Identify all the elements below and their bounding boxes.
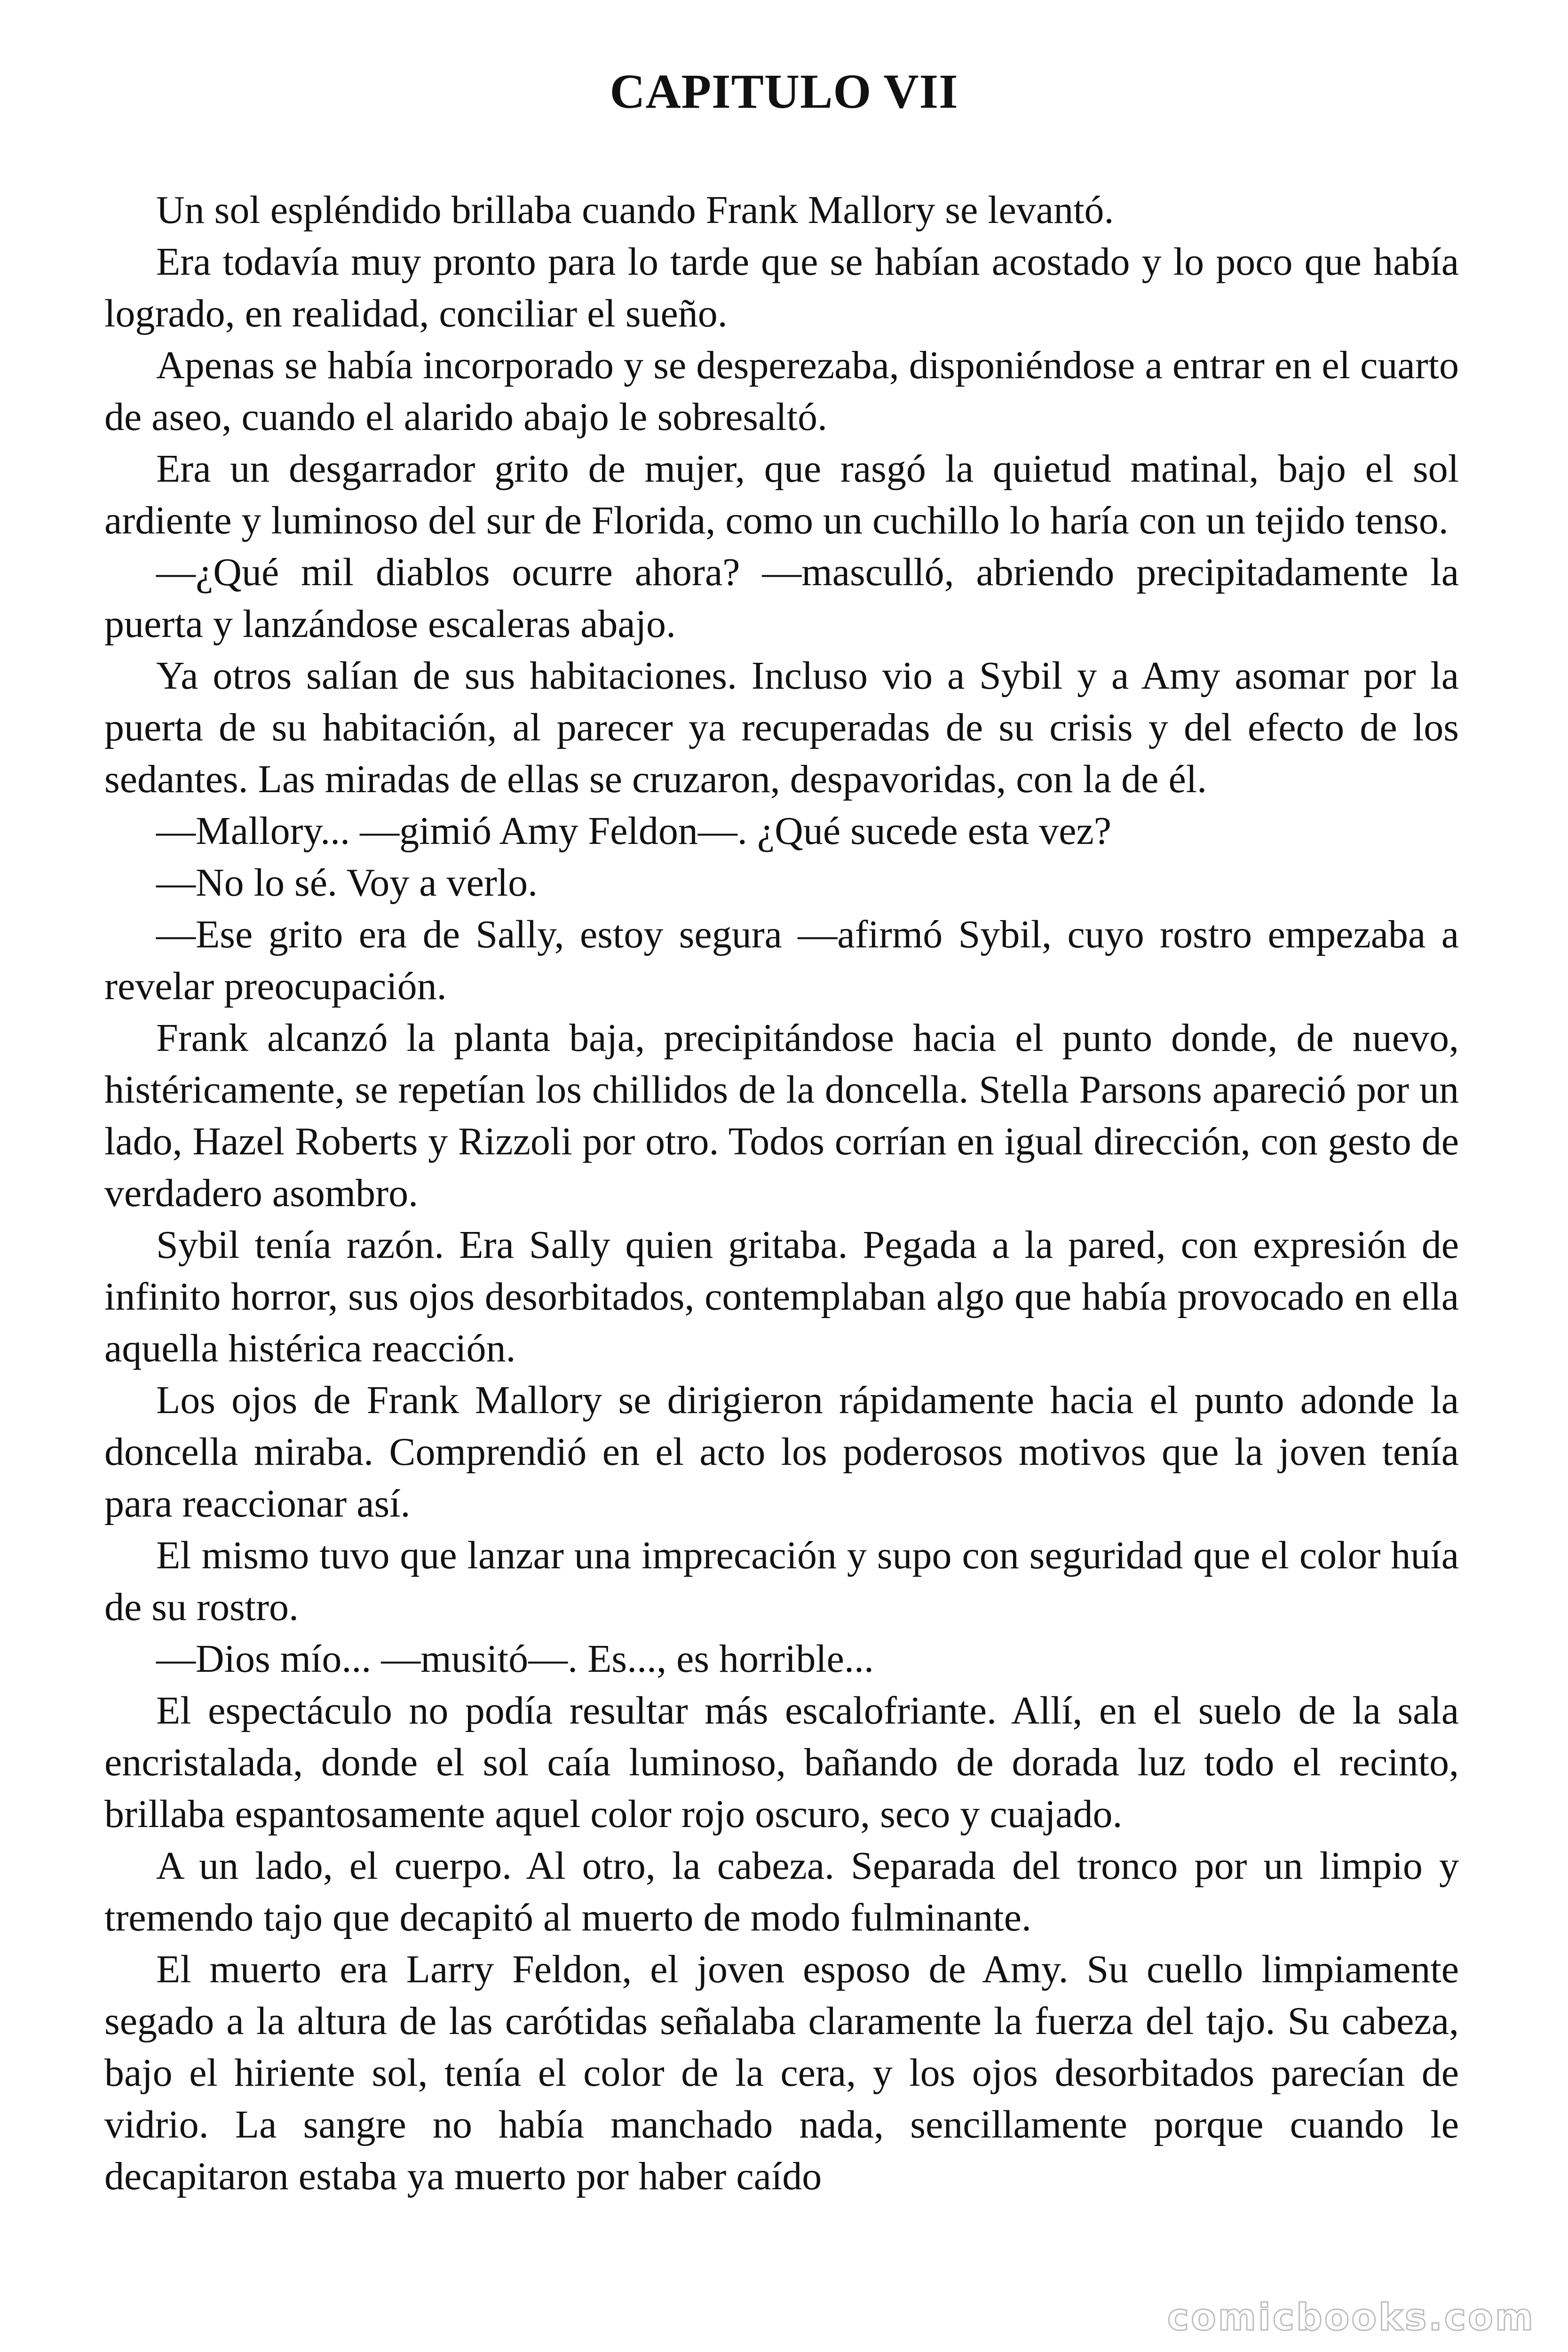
paragraph: El mismo tuvo que lanzar una imprecación y supo con seguridad que el color huía de su rostro. — [104, 1534, 1459, 1629]
paragraph: Los ojos de Frank Mallory se dirigieron rápidamente hacia el punto adonde la doncella miraba. Comprendió en el acto los poderosos motivos que la joven tenía para reaccionar así. — [104, 1378, 1459, 1526]
site-watermark: comicbooks.com — [1167, 2296, 1535, 2339]
paragraph: Era un desgarrador grito de mujer, que rasgó la quietud matinal, bajo el sol ardiente y luminoso del sur de Florida, como un cuchillo lo haría con un tejido tenso. — [104, 447, 1459, 542]
paragraph: Apenas se había incorporado y se desperezaba, disponiéndose a entrar en el cuarto de aseo, cuando el alarido abajo le sobresaltó. — [104, 343, 1459, 439]
paragraph: A un lado, el cuerpo. Al otro, la cabeza. Separada del tronco por un limpio y tremendo tajo que decapitó al muerto de modo fulminante. — [104, 1844, 1459, 1939]
paragraph: Era todavía muy pronto para lo tarde que se habían acostado y lo poco que había logrado, en realidad, conciliar el sueño. — [104, 240, 1459, 335]
paragraph: El espectáculo no podía resultar más escalofriante. Allí, en el suelo de la sala encristalada, donde el sol caía luminoso, bañando de dorada luz todo el recinto, brillaba espantosamente aquel color rojo oscuro, seco y cuajado. — [104, 1689, 1459, 1836]
paragraph: —¿Qué mil diablos ocurre ahora? —masculló, abriendo precipitadamente la puerta y lanzándose escaleras abajo. — [104, 550, 1459, 646]
paragraph: Ya otros salían de sus habitaciones. Incluso vio a Sybil y a Amy asomar por la puerta de su habitación, al parecer ya recuperadas de su crisis y del efecto de los sedantes. Las miradas de ellas se cruzaron, despavoridas, con la de él. — [104, 654, 1459, 801]
paragraph: —Ese grito era de Sally, estoy segura —afirmó Sybil, cuyo rostro empezaba a revelar preocupación. — [104, 913, 1459, 1008]
paragraph: Frank alcanzó la planta baja, precipitándose hacia el punto donde, de nuevo, histéricamente, se repetían los chillidos de la doncella. Stella Parsons apareció por un lado, Hazel Roberts y Rizzoli por otro. Todos corrían en igual dirección, con gesto de verdadero asombro. — [104, 1016, 1459, 1215]
chapter-body — [104, 184, 1459, 2202]
paragraph: —Mallory... —gimió Amy Feldon—. ¿Qué sucede esta vez? — [156, 809, 1112, 853]
paragraph: —No lo sé. Voy a verlo. — [156, 861, 538, 905]
paragraph: —Dios mío... —musitó—. Es..., es horrible... — [156, 1637, 874, 1681]
paragraph: El muerto era Larry Feldon, el joven esposo de Amy. Su cuello limpiamente segado a la altura de las carótidas señalaba claramente la fuerza del tajo. Su cabeza, bajo el hiriente sol, tenía el color de la cera, y los ojos desorbitados parecían de vidrio. La sangre no había manchado nada, sencillamente porque cuando le decapitaron estaba ya muerto por haber caído — [104, 1947, 1459, 2198]
paragraph: Un sol espléndido brillaba cuando Frank Mallory se levantó. — [156, 188, 1114, 232]
paragraph: Sybil tenía razón. Era Sally quien gritaba. Pegada a la pared, con expresión de infinito horror, sus ojos desorbitados, contemplaban algo que había provocado en ella aquella histérica reacción. — [104, 1223, 1459, 1370]
chapter-title: CAPITULO VII — [610, 64, 958, 119]
